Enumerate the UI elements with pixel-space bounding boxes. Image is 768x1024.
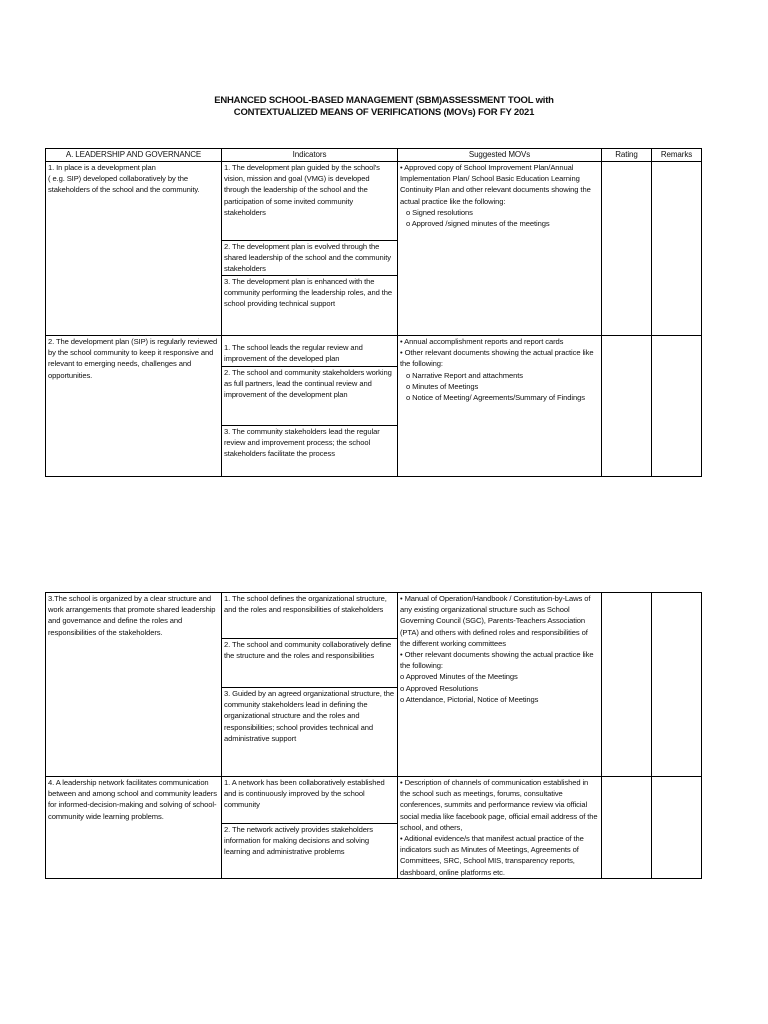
header-area: A. LEADERSHIP AND GOVERNANCE — [46, 149, 222, 162]
mov-item: • Annual accomplishment reports and report cards — [400, 337, 564, 346]
indicator-item: 2. The development plan is evolved through the shared leadership of the school and the community stakeholders — [222, 241, 397, 276]
movs-cell — [398, 777, 602, 879]
mov-item: o Attendance, Pictorial, Notice of Meetings — [400, 694, 539, 704]
mov-item: • Aditional evidence/s that manifest actual practice of the indicators such as Minutes of Meetings, Agreements of Committees, SRC, School MIS, transparency reports, dashboard, online platforms etc. — [400, 834, 584, 877]
remarks-cell[interactable] — [652, 777, 702, 879]
principle-cell: 3.The school is organized by a clear structure and work arrangements that promote shared leadership and governance and define the roles and responsibilities of the stakeholders. — [46, 593, 222, 777]
movs-cell — [398, 336, 602, 477]
indicators-cell — [222, 777, 398, 879]
header-movs: Suggested MOVs — [398, 149, 602, 162]
mov-item: • Manual of Operation/Handbook / Constitution-by-Laws of any existing organizational structure such as School Governing Council (SGC), Parents-Teachers Association (PTA) and others with defined roles and responsibilities of the different working committees — [400, 594, 591, 648]
indicator-item: 3. The community stakeholders lead the regular review and improvement process; the school stakeholders facilitate the process — [224, 427, 380, 459]
remarks-cell[interactable] — [652, 593, 702, 777]
indicator-item: 2. The school and community stakeholders working as full partners, lead the continual review and improvement of the development plan — [222, 367, 397, 426]
header-indicators: Indicators — [222, 149, 398, 162]
indicator-item: 1. The development plan guided by the school's vision, mission and goal (VMG) is developed through the leadership of the school and the participation of some invited community stakeholders — [222, 162, 397, 241]
mov-item: o Signed resolutions — [406, 207, 473, 217]
mov-item: o Approved Resolutions — [400, 683, 479, 693]
header-row — [46, 149, 702, 162]
indicator-item: 1. The school defines the organizational structure, and the roles and responsibilities of stakeholders — [222, 593, 397, 639]
mov-item: • Other relevant documents showing the actual practice like the following: — [400, 650, 594, 671]
indicator-item: 1. The school leads the regular review and improvement of the developed plan — [222, 342, 397, 367]
indicator-item: 2. The network actively provides stakeholders information for making decisions and solving learning and administrative problems — [224, 825, 373, 857]
rating-cell[interactable] — [602, 593, 652, 777]
assessment-table-page-1 — [45, 148, 702, 477]
header-remarks: Remarks — [652, 149, 702, 162]
table-row — [46, 336, 702, 477]
mov-item: o Approved /signed minutes of the meetings — [406, 219, 550, 229]
indicator-item: 2. The school and community collaboratively define the structure and the roles and responsibilities — [222, 639, 397, 688]
document-title — [0, 95, 768, 119]
movs-cell — [398, 162, 602, 336]
movs-cell — [398, 593, 602, 777]
principle-cell: 2. The development plan (SIP) is regularly reviewed by the school community to keep it responsive and relevant to emerging needs, challenges and opportunities. — [46, 336, 222, 477]
rating-cell[interactable] — [602, 162, 652, 336]
mov-item: • Description of channels of communication established in the school such as meetings, forums, consultative conferences, summits and performance review via official social media like facebook page, official email address of the school, and others, — [400, 778, 598, 832]
assessment-table-page-2 — [45, 592, 702, 879]
indicator-item: 3. Guided by an agreed organizational structure, the community stakeholders lead in defining the organizational structure and the roles and responsibilities; school provides technical and administrative support — [224, 689, 394, 743]
table-row — [46, 777, 702, 879]
rating-cell[interactable] — [602, 336, 652, 477]
indicators-cell — [222, 162, 398, 336]
indicators-cell — [222, 593, 398, 777]
mov-item: • Approved copy of School Improvement Plan/Annual Implementation Plan/ School Basic Education Learning Continuity Plan and other relevant documents showing the actual practice like the following: — [400, 163, 591, 206]
header-rating: Rating — [602, 149, 652, 162]
remarks-cell[interactable] — [652, 162, 702, 336]
mov-item: • Other relevant documents showing the actual practice like the following: — [400, 348, 594, 369]
indicator-item: 1. A network has been collaboratively established and is continuously improved by the school community — [222, 777, 397, 824]
mov-item: o Narrative Report and attachments — [406, 370, 523, 380]
indicators-cell — [222, 336, 398, 477]
remarks-cell[interactable] — [652, 336, 702, 477]
principle-cell: 4. A leadership network facilitates communication between and among school and community leaders for informed-decision-making and solving of school-community wide learning problems. — [46, 777, 222, 879]
rating-cell[interactable] — [602, 777, 652, 879]
table-row — [46, 593, 702, 777]
mov-item: o Notice of Meeting/ Agreements/Summary of Findings — [406, 393, 585, 403]
title-line-1: ENHANCED SCHOOL-BASED MANAGEMENT (SBM)ASSESSMENT TOOL with — [214, 95, 554, 106]
mov-item: o Approved Minutes of the Meetings — [400, 672, 518, 682]
table-row — [46, 162, 702, 336]
principle-cell: 1. In place is a development plan ( e.g. SIP) developed collaboratively by the stakeholders of the school and the community. — [46, 162, 222, 336]
indicator-item: 3. The development plan is enhanced with the community performing the leadership roles, and the school providing technical support — [224, 277, 393, 309]
mov-item: o Minutes of Meetings — [406, 381, 479, 391]
title-line-2: CONTEXTUALIZED MEANS OF VERIFICATIONS (MOVs) FOR FY 2021 — [233, 107, 535, 118]
